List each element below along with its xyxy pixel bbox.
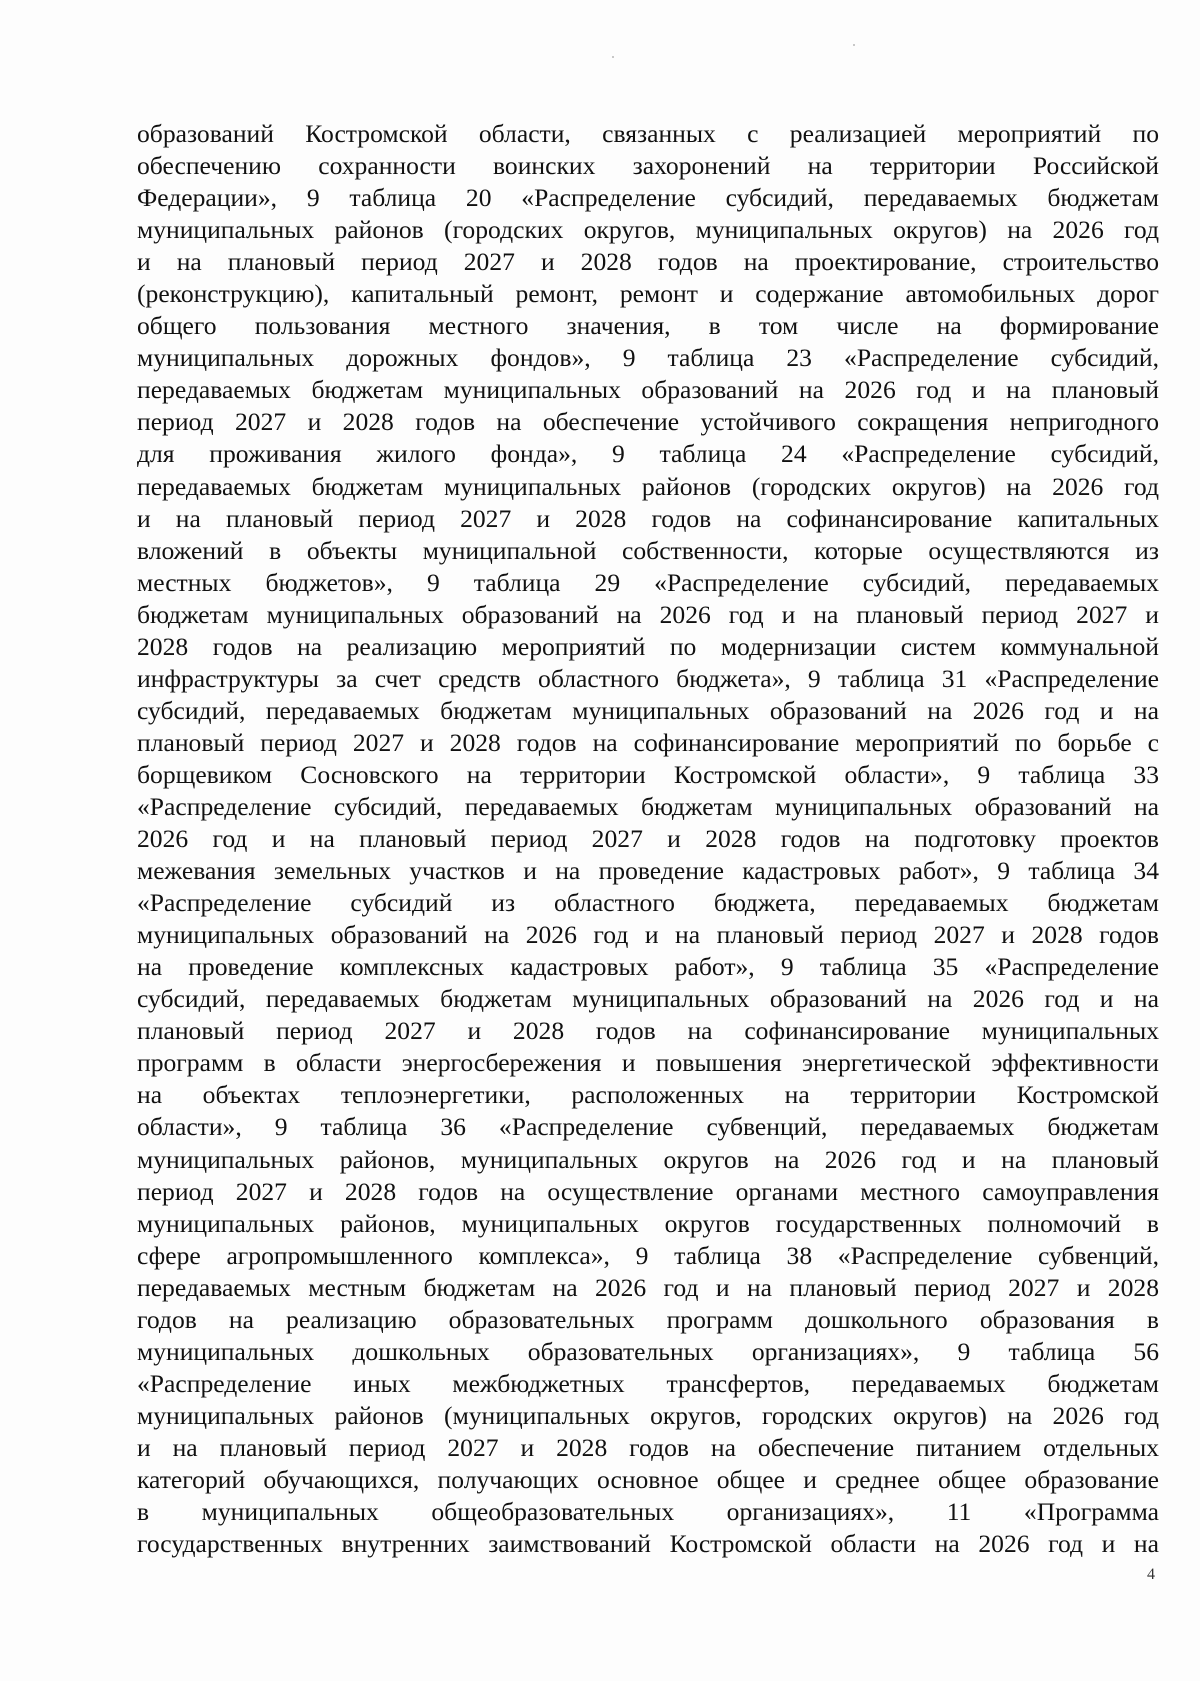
text-line: борщевиком Сосновского на территории Костромской области», 9 таблица 33 — [137, 759, 1159, 789]
text-line: муниципальных дорожных фондов», 9 таблица 23 «Распределение субсидий, — [137, 343, 1159, 373]
scan-speck — [853, 44, 855, 46]
scan-speck — [612, 56, 614, 58]
text-line: образований Костромской области, связанных с реализацией мероприятий по — [137, 119, 1159, 148]
text-line: для проживания жилого фонда», 9 таблица 24 «Распределение субсидий, — [137, 439, 1159, 469]
page-number: 4 — [1147, 1566, 1155, 1583]
text-line: на проведение комплексных кадастровых работ», 9 таблица 35 «Распределение — [137, 952, 1159, 982]
text-line: Федерации», 9 таблица 20 «Распределение субсидий, передаваемых бюджетам — [137, 183, 1159, 213]
text-line: 2026 год и на плановый период 2027 и 2028 годов на подготовку проектов — [137, 824, 1159, 854]
text-line: период 2027 и 2028 годов на осуществление органами местного самоуправления — [137, 1176, 1159, 1206]
text-line: муниципальных районов, муниципальных округов государственных полномочий в — [137, 1208, 1159, 1238]
text-line: государственных внутренних заимствований Костромской области на 2026 год и на — [137, 1529, 1159, 1559]
text-line: межевания земельных участков и на проведение кадастровых работ», 9 таблица 34 — [137, 856, 1159, 886]
text-line: 2028 годов на реализацию мероприятий по модернизации систем коммунальной — [137, 631, 1159, 661]
text-line: плановый период 2027 и 2028 годов на софинансирование мероприятий по борьбе с — [137, 727, 1159, 757]
text-line: программ в области энергосбережения и повышения энергетической эффективности — [137, 1048, 1159, 1078]
text-line: «Распределение иных межбюджетных трансфертов, передаваемых бюджетам — [137, 1368, 1159, 1398]
text-line: вложений в объекты муниципальной собственности, которые осуществляются из — [137, 535, 1159, 565]
text-line: бюджетам муниципальных образований на 2026 год и на плановый период 2027 и — [137, 599, 1159, 629]
text-line: и на плановый период 2027 и 2028 годов на проектирование, строительство — [137, 247, 1159, 277]
text-line: категорий обучающихся, получающих основное общее и среднее общее образование — [137, 1464, 1159, 1494]
text-line: области», 9 таблица 36 «Распределение субвенций, передаваемых бюджетам — [137, 1112, 1159, 1142]
body-text — [137, 118, 1159, 1560]
text-line: передаваемых бюджетам муниципальных образований на 2026 год и на плановый — [137, 375, 1159, 405]
text-line: субсидий, передаваемых бюджетам муниципальных образований на 2026 год и на — [137, 984, 1159, 1014]
text-line: передаваемых бюджетам муниципальных районов (городских округов) на 2026 год — [137, 471, 1159, 501]
text-line: муниципальных районов (муниципальных округов, городских округов) на 2026 год — [137, 1400, 1159, 1430]
text-line: в муниципальных общеобразовательных организациях», 11 «Программа — [137, 1497, 1159, 1527]
text-line: сфере агропромышленного комплекса», 9 таблица 38 «Распределение субвенций, — [137, 1240, 1159, 1270]
text-line: муниципальных образований на 2026 год и на плановый период 2027 и 2028 годов — [137, 920, 1159, 950]
text-line: муниципальных дошкольных образовательных организациях», 9 таблица 56 — [137, 1336, 1159, 1366]
text-line: плановый период 2027 и 2028 годов на софинансирование муниципальных — [137, 1016, 1159, 1046]
text-line: инфраструктуры за счет средств областного бюджета», 9 таблица 31 «Распределение — [137, 663, 1159, 693]
text-line: «Распределение субсидий, передаваемых бюджетам муниципальных образований на — [137, 791, 1159, 821]
text-line: (реконструкцию), капитальный ремонт, ремонт и содержание автомобильных дорог — [137, 279, 1159, 309]
text-line: муниципальных районов, муниципальных округов на 2026 год и на плановый — [137, 1144, 1159, 1174]
text-line: общего пользования местного значения, в том числе на формирование — [137, 311, 1159, 341]
text-line: местных бюджетов», 9 таблица 29 «Распределение субсидий, передаваемых — [137, 567, 1159, 597]
text-line: на объектах теплоэнергетики, расположенных на территории Костромской — [137, 1080, 1159, 1110]
text-line: годов на реализацию образовательных программ дошкольного образования в — [137, 1304, 1159, 1334]
text-line: и на плановый период 2027 и 2028 годов на софинансирование капитальных — [137, 503, 1159, 533]
text-line: обеспечению сохранности воинских захоронений на территории Российской — [137, 151, 1159, 181]
text-line: период 2027 и 2028 годов на обеспечение устойчивого сокращения непригодного — [137, 407, 1159, 437]
text-line: передаваемых местным бюджетам на 2026 год и на плановый период 2027 и 2028 — [137, 1272, 1159, 1302]
text-line: муниципальных районов (городских округов, муниципальных округов) на 2026 год — [137, 215, 1159, 245]
text-line: субсидий, передаваемых бюджетам муниципальных образований на 2026 год и на — [137, 695, 1159, 725]
text-line: и на плановый период 2027 и 2028 годов на обеспечение питанием отдельных — [137, 1432, 1159, 1462]
text-line: «Распределение субсидий из областного бюджета, передаваемых бюджетам — [137, 888, 1159, 918]
